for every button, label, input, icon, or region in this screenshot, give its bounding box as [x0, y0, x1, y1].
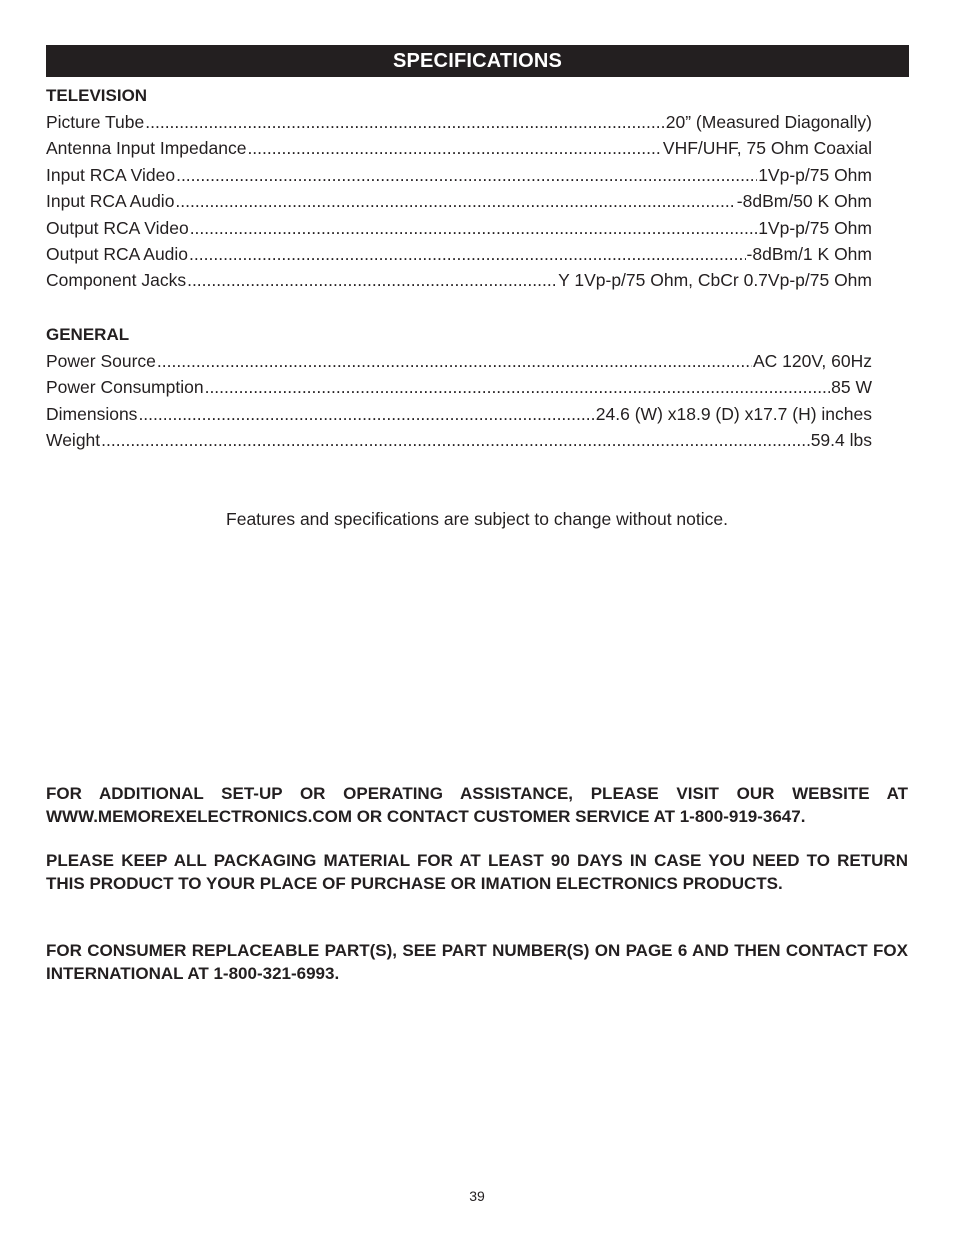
- packaging-notice-text: PLEASE KEEP ALL PACKAGING MATERIAL FOR AT LEAST 90 DAYS IN CASE YOU NEED TO RETURN THIS PRODUCT TO YOUR PLACE OF PURCHASE OR IMATION ELECTRONICS PRODUCTS.: [46, 851, 908, 893]
- spec-value: 24.6 (W) x18.9 (D) x17.7 (H) inches: [595, 403, 872, 424]
- spec-row: [46, 348, 872, 374]
- spec-row: [46, 374, 872, 400]
- spec-value: 59.4 lbs: [810, 430, 872, 451]
- spec-row: [46, 427, 872, 453]
- spec-label: Output RCA Audio: [46, 243, 189, 264]
- dot-leader: [247, 135, 661, 161]
- spec-value: 85 W: [831, 377, 872, 398]
- spec-label: Weight: [46, 430, 101, 451]
- dot-leader: [205, 374, 831, 400]
- replaceable-parts-text: FOR CONSUMER REPLACEABLE PART(S), SEE PART NUMBER(S) ON PAGE 6 AND THEN CONTACT FOX INTERNATIONAL AT 1-800-321-6993.: [46, 941, 908, 983]
- spec-label: Antenna Input Impedance: [46, 138, 247, 159]
- spec-value: -8dBm/50 K Ohm: [736, 191, 872, 212]
- television-title: TELEVISION: [46, 86, 148, 105]
- dot-leader: [145, 109, 665, 135]
- dot-leader: [190, 215, 758, 241]
- dot-leader: [157, 348, 752, 374]
- spec-row: [46, 241, 872, 267]
- spec-row: [46, 109, 872, 135]
- general-title: GENERAL: [46, 325, 130, 344]
- page-number: 39: [469, 1188, 485, 1204]
- specs-notice: Features and specifications are subject to change without notice.: [226, 509, 728, 529]
- spec-label: Power Source: [46, 351, 156, 371]
- dot-leader: [138, 401, 594, 427]
- spec-value: 1Vp-p/75 Ohm: [758, 217, 872, 238]
- spec-value: 20” (Measured Diagonally): [665, 112, 872, 132]
- spec-row: [46, 135, 872, 161]
- television-section: [46, 83, 872, 294]
- general-section: [46, 322, 872, 454]
- spec-label: Output RCA Video: [46, 217, 189, 238]
- header-title: SPECIFICATIONS: [392, 49, 563, 72]
- dot-leader: [176, 162, 757, 188]
- dot-leader: [101, 427, 810, 453]
- spec-row: [46, 401, 872, 427]
- spec-value: -8dBm/1 K Ohm: [746, 243, 872, 264]
- spec-value: Y 1Vp-p/75 Ohm, CbCr 0.7Vp-p/75 Ohm: [558, 270, 872, 291]
- spec-row: [46, 162, 872, 188]
- dot-leader: [175, 188, 735, 214]
- spec-label: Picture Tube: [46, 112, 145, 132]
- assistance-website-text: FOR ADDITIONAL SET-UP OR OPERATING ASSISTANCE, PLEASE VISIT OUR WEBSITE AT WWW.MEMOREXELECTRONICS.COM OR CONTACT CUSTOMER SERVICE AT 1-800-919-3647.: [46, 784, 908, 826]
- spec-label: Input RCA Video: [46, 164, 176, 185]
- dot-leader: [187, 267, 557, 293]
- spec-value: 1Vp-p/75 Ohm: [758, 164, 872, 185]
- spec-label: Component Jacks: [46, 270, 187, 291]
- spec-row: [46, 267, 872, 293]
- spec-label: Dimensions: [46, 403, 138, 424]
- section-header: [46, 45, 909, 77]
- spec-value: VHF/UHF, 75 Ohm Coaxial: [662, 138, 872, 159]
- spec-row: [46, 215, 872, 241]
- spec-label: Input RCA Audio: [46, 191, 175, 212]
- spec-value: AC 120V, 60Hz: [752, 351, 872, 371]
- dot-leader: [189, 241, 745, 267]
- spec-label: Power Consumption: [46, 377, 204, 398]
- spec-row: [46, 188, 872, 214]
